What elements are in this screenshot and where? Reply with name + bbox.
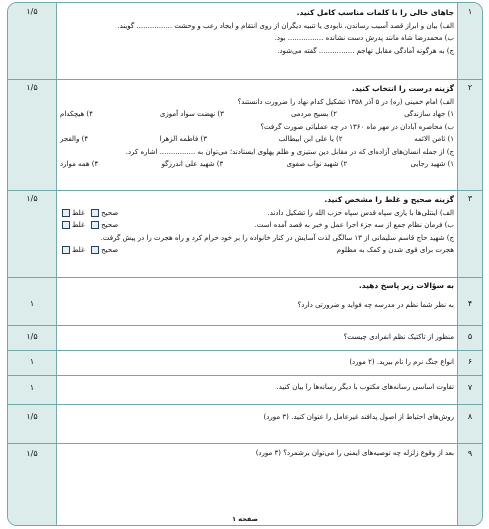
options-row: [60, 133, 454, 146]
question-number: ۱: [467, 7, 473, 16]
true-checkbox[interactable]: [91, 209, 99, 217]
true-label: صحیح: [101, 221, 119, 229]
statement-text: هجرت برای قوی شدن و کمک به مظلوم: [336, 246, 454, 254]
option[interactable]: ۲) یا علی ابن ابیطالب: [278, 135, 343, 143]
question-number: ۵: [467, 332, 473, 341]
false-label: غلط: [72, 221, 85, 229]
question-row-8: [8, 404, 482, 444]
false-checkbox[interactable]: [62, 209, 70, 217]
question-row-1: [8, 3, 482, 80]
option[interactable]: ۱) ثامن الائمه: [414, 135, 454, 143]
option[interactable]: ۳) نهضت سواد آموزی: [159, 110, 224, 118]
question-number: ۸: [467, 412, 473, 421]
question-number: ۶: [467, 357, 473, 366]
question-number: ۳: [467, 194, 473, 203]
option[interactable]: ۳) شهید علی اندرزگو: [161, 160, 224, 168]
statement-text: ب) فرمان نظام جمع از سه جزء اجرا عمل و خبر به قصد آمده است.: [254, 221, 454, 229]
question-row-7: [8, 375, 482, 405]
question-score: ۱/۵: [26, 332, 38, 341]
question-line: الف) امام خمینی (ره) در ۵ آذر ۱۳۵۸ تشکیل کدام نهاد را ضرورت دانستند؟: [237, 97, 454, 106]
statement-text: الف) اینتلی‌ها با یاری سپاه قدس سپاه حزب الله را تشکیل دادند.: [267, 208, 454, 217]
false-checkbox[interactable]: [62, 221, 70, 229]
question-line: [60, 207, 454, 220]
question-row-4: [8, 277, 482, 326]
question-score: ۱: [29, 383, 35, 392]
question-title: گزینه صحیح و غلط را مشخص کنید.: [324, 195, 454, 204]
option[interactable]: ۴) والفجر: [60, 135, 89, 143]
true-false-choice: [60, 207, 118, 220]
option[interactable]: ۳) فاطمه الزهرا: [159, 135, 207, 143]
options-row: [60, 108, 454, 121]
question-line: انواع جنگ نرم را نام ببرید. (۲ مورد): [349, 358, 454, 366]
question-title: به سؤالات زیر پاسخ دهید.: [358, 281, 454, 290]
false-label: غلط: [72, 246, 85, 254]
question-line: به نظر شما نظم در مدرسه چه فواید و ضرورتی دارد؟: [297, 300, 454, 309]
true-label: صحیح: [101, 208, 119, 217]
question-line: ب) محاصره آبادان در مهر ماه ۱۳۶۰ در چه عملیاتی صورت گرفت؟: [260, 122, 454, 131]
question-title: جاهای خالی را با کلمات مناسب کامل کنید.: [296, 8, 454, 17]
question-line: روش‌های احتیاط از اصول پدافند غیرعامل را عنوان کنید. (۳ مورد): [263, 413, 454, 421]
true-checkbox[interactable]: [91, 221, 99, 229]
question-line: تفاوت اساسی رسانه‌های مکتوب با دیگر رسانه‌ها را بیان کنید.: [276, 383, 454, 391]
question-line: ج) شهید حاج قاسم سلیمانی از ۱۳ سالگی لذت آسایش در کنار خانواده را بر خود حرام کرد و راه هجرت را در پیش گرفت.: [100, 233, 454, 242]
question-line: الف) بیان و ابراز قصد آسیب رساندن، نابودی یا تنبیه دیگران از روی انتقام و ایجاد رعب و وحشت ................ گویند.: [117, 21, 454, 30]
page-footer: صفحه ۱: [232, 515, 258, 523]
option[interactable]: ۴) همه موارد: [60, 160, 99, 168]
option[interactable]: ۲) بسیج مردمی: [290, 110, 338, 118]
question-number: ۹: [467, 449, 473, 458]
question-number: ۷: [467, 383, 473, 392]
question-score: ۱/۵: [26, 449, 38, 458]
question-score: ۱/۵: [26, 7, 38, 16]
true-checkbox[interactable]: [91, 246, 99, 254]
question-line: ج) از جمله انسان‌های آزاده‌ای که در مقابل دین ستیزی و ظلم پهلوی ایستادند؛ می‌توان به ................ اشاره کرد.: [125, 147, 454, 156]
true-false-choice: [60, 219, 118, 232]
option[interactable]: ۱) جهاد سازندگی: [404, 110, 454, 118]
option[interactable]: ۴) هیچکدام: [60, 110, 93, 118]
question-line: بعد از وقوع زلزله چه توصیه‌های ایمنی را می‌توان برشمرد؟ (۳ مورد): [255, 449, 454, 457]
question-score: ۱/۵: [26, 412, 38, 421]
question-row-3: [8, 190, 482, 278]
question-score: ۱: [29, 357, 35, 366]
question-number: ۲: [467, 83, 473, 92]
question-score: ۱/۵: [26, 194, 38, 203]
question-title: گزینه درست را انتخاب کنید.: [351, 84, 454, 93]
question-row-6: [8, 350, 482, 376]
exam-sheet: [7, 2, 483, 526]
question-number: ۴: [467, 299, 473, 308]
question-line: منظور از تاکتیک نظم انفرادی چیست؟: [343, 333, 454, 341]
true-label: صحیح: [101, 246, 119, 254]
question-line: [60, 244, 454, 257]
question-score: ۱/۵: [26, 83, 38, 92]
question-row-5: [8, 325, 482, 351]
option[interactable]: ۲) شهید نواب صفوی: [286, 160, 348, 168]
false-checkbox[interactable]: [62, 246, 70, 254]
question-row-9: [8, 443, 482, 513]
options-row: [60, 158, 454, 171]
true-false-choice: [60, 244, 118, 257]
question-score: ۱: [29, 299, 35, 308]
false-label: غلط: [72, 208, 85, 217]
question-line: ج) به هرگونه آمادگی مقابل تهاجم ................ گفته می‌شود.: [277, 46, 454, 55]
option[interactable]: ۱) شهید رجایی: [410, 160, 454, 168]
question-row-2: [8, 79, 482, 191]
question-line: ب) محمدرضا شاه مانند پدرش دست نشانده ................ بود.: [274, 34, 454, 42]
question-line: [60, 219, 454, 232]
